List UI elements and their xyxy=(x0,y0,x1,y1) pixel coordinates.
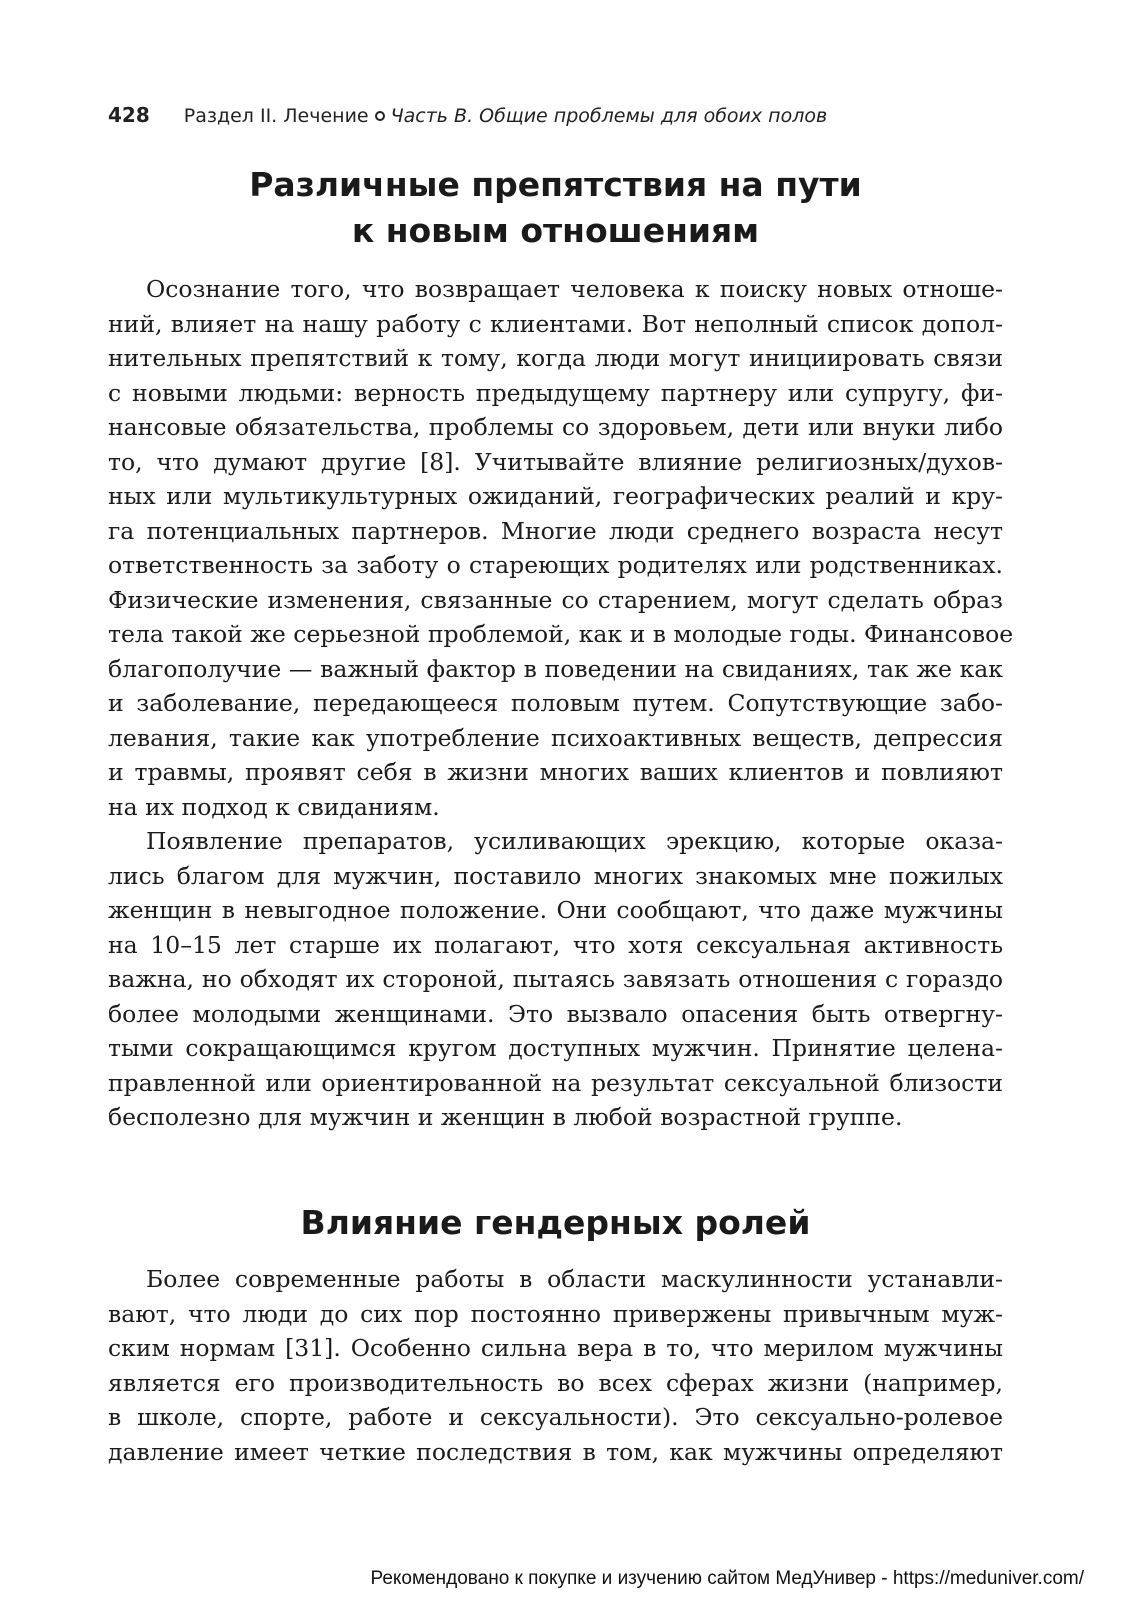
section2-body xyxy=(108,1262,1003,1469)
text-line: с новыми людьми: верность предыдущему партнеру или супругу, фи- xyxy=(108,378,1003,407)
footer-recommendation: Рекомендовано к покупке и изучению сайтом МедУнивер - https://meduniver.com/ xyxy=(370,1568,1084,1589)
text-line: га потенциальных партнеров. Многие люди среднего возраста несут xyxy=(108,516,1003,545)
text-line: бесполезно для мужчин и женщин в любой возрастной группе. xyxy=(108,1103,903,1131)
text-line: вают, что люди до сих пор постоянно привержены привычным муж- xyxy=(108,1299,1003,1328)
section-title-gender-roles: Влияние гендерных ролей xyxy=(300,1203,811,1242)
title-line: к новым отношениям xyxy=(351,211,760,250)
bullet-icon xyxy=(375,111,385,121)
header-part: Часть В. Общие проблемы для обоих полов xyxy=(390,105,828,127)
text-line: женщин в невыгодное положение. Они сообщают, что даже мужчины xyxy=(108,896,1003,924)
text-line: является его производительность во всех сферах жизни (например, xyxy=(108,1368,1003,1397)
text-line: на их подход к свиданиям. xyxy=(108,792,440,821)
section1-body xyxy=(108,272,1014,1135)
text-line: лись благом для мужчин, поставило многих знакомых мне пожилых xyxy=(108,861,1003,890)
text-line: то, что думают другие [8]. Учитывайте влияние религиозных/духов- xyxy=(108,447,1003,476)
text-line: в школе, спорте, работе и сексуальности). Это сексуально-ролевое xyxy=(108,1403,1003,1431)
text-line: ответственность за заботу о стареющих родителях или родственниках. xyxy=(108,551,1003,579)
text-line: благополучие — важный фактор в поведении на свиданиях, так же как xyxy=(108,654,1003,683)
section-title-obstacles xyxy=(108,162,1003,254)
text-line: левания, такие как употребление психоактивных веществ, депрессия xyxy=(108,723,1003,752)
text-line: правленной или ориентированной на результат сексуальной близости xyxy=(108,1068,1003,1097)
text-line: нансовые обязательства, проблемы со здоровьем, дети или внуки либо xyxy=(108,413,1003,441)
text-line: на 10–15 лет старше их полагают, что хотя сексуальная активность xyxy=(108,930,1003,959)
text-line: тыми сокращающимся кругом доступных мужчин. Принятие целена- xyxy=(108,1034,1003,1062)
text-line: тела такой же серьезной проблемой, как и в молодые годы. Финансовое xyxy=(108,620,1014,648)
text-line: нительных препятствий к тому, когда люди могут инициировать связи xyxy=(108,344,1003,372)
text-line: ных или мультикультурных ожиданий, географических реалий и кру- xyxy=(108,482,1003,510)
text-line: Осознание того, что возвращает человека к поиску новых отноше- xyxy=(146,275,1003,303)
text-line: и травмы, проявят себя в жизни многих ваших клиентов и повлияют xyxy=(108,758,1003,786)
text-line: и заболевание, передающееся половым путем. Сопутствующие забо- xyxy=(108,689,1003,717)
header-section: Раздел II. Лечение xyxy=(183,105,369,127)
text-line: Физические изменения, связанные со старением, могут сделать образ xyxy=(108,585,1003,614)
text-line: важна, но обходят их стороной, пытаясь завязать отношения с гораздо xyxy=(108,965,1003,993)
text-line: ским нормам [31]. Особенно сильна вера в то, что мерилом мужчины xyxy=(108,1334,1003,1362)
text-line: более молодыми женщинами. Это вызвало опасения быть отвергну- xyxy=(108,999,1003,1028)
text-line: ний, влияет на нашу работу с клиентами. Вот неполный список допол- xyxy=(108,309,1003,338)
text-line: давление имеет четкие последствия в том, как мужчины определяют xyxy=(108,1437,1003,1466)
text-line: Появление препаратов, усиливающих эрекцию, которые оказа- xyxy=(146,827,1003,855)
title-line: Различные препятствия на пути xyxy=(249,165,862,204)
text-line: Более современные работы в области маскулинности устанавли- xyxy=(146,1265,1003,1293)
page-number: 428 xyxy=(108,103,150,127)
running-header xyxy=(108,100,1008,131)
